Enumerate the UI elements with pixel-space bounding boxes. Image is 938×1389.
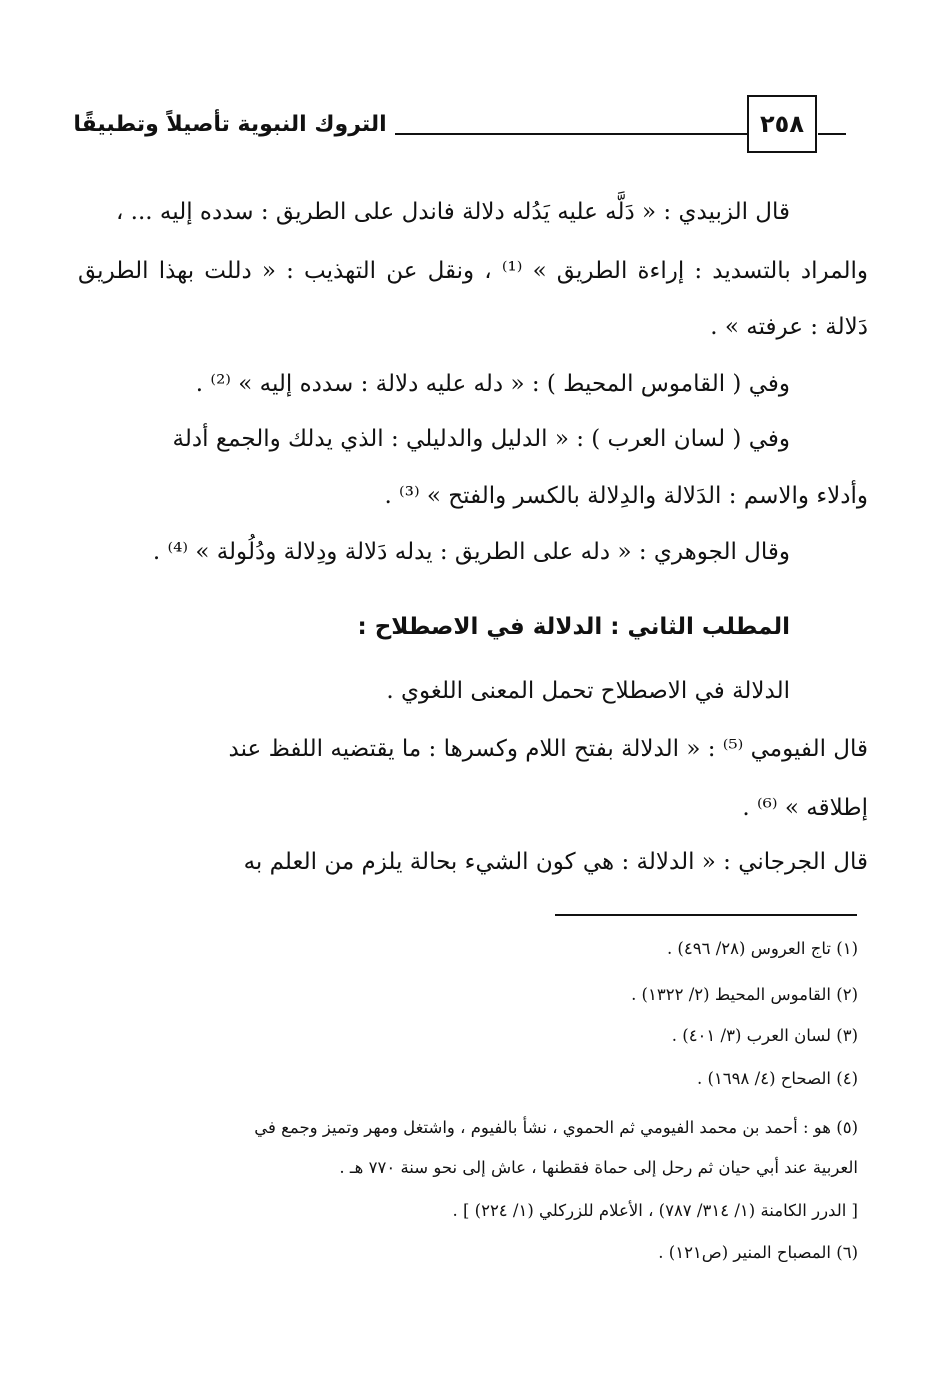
body-line: قال الفيومي ⁽⁵⁾ : « الدلالة بفتح اللام وكسرها : ما يقتضيه اللفظ عند <box>228 736 868 762</box>
body-line: قال الزبيدي : « دَلَّه عليه يَدُله دلالة فاندل على الطريق : سدده إليه ... ، <box>115 199 790 225</box>
page-number: ٢٥٨ <box>747 95 817 153</box>
footnote: [ الدرر الكامنة (١/ ٣١٤/ ٧٨٧) ، الأعلام للزركلي (١/ ٢٢٤) ] . <box>452 1201 858 1220</box>
footnote: (٢) القاموس المحيط (٢/ ١٣٢٢) . <box>631 985 858 1004</box>
footnote: (٣) لسان العرب (٣/ ٤٠١) . <box>671 1026 858 1045</box>
body-line: قال الجرجاني : « الدلالة : هي كون الشيء بحالة يلزم من العلم به <box>243 849 868 875</box>
footnote: العربية عند أبي حيان ثم رحل إلى حماة فقطنها ، عاش إلى نحو سنة ٧٧٠ هـ . <box>339 1158 858 1177</box>
header-rule-right <box>818 133 846 135</box>
footnote: (٤) الصحاح (٤/ ١٦٩٨) . <box>696 1069 858 1088</box>
footnote: (١) تاج العروس (٢٨/ ٤٩٦) . <box>666 939 858 958</box>
footnote: (٦) المصباح المنير (ص١٢١) . <box>658 1243 858 1262</box>
header-rule-left <box>395 133 747 135</box>
body-line: وفي ( القاموس المحيط ) : « دله عليه دلالة : سدده إليه » ⁽²⁾ . <box>195 371 790 397</box>
body-line: إطلاقه » ⁽⁶⁾ . <box>742 795 868 821</box>
body-line: وقال الجوهري : « دله على الطريق : يدله دَلالة ودِلالة ودُلُولة » ⁽⁴⁾ . <box>152 539 790 565</box>
body-line: دَلالة : عرفته » . <box>710 314 868 340</box>
body-line: الدلالة في الاصطلاح تحمل المعنى اللغوي . <box>386 678 790 704</box>
body-line: وفي ( لسان العرب ) : « الدليل والدليلي : الذي يدلك والجمع أدلة <box>172 426 790 452</box>
running-title: التروك النبوية تأصيلاً وتطبيقًا <box>73 112 387 137</box>
body-line: والمراد بالتسديد : إراءة الطريق » ⁽¹⁾ ، ونقل عن التهذيب : « دللت بهذا الطريق <box>78 258 868 284</box>
body-line: وأدلاء والاسم : الدَلالة والدِلالة بالكسر والفتح » ⁽³⁾ . <box>384 483 868 509</box>
section-heading: المطلب الثاني : الدلالة في الاصطلاح : <box>357 614 790 640</box>
footnote-separator <box>555 914 857 916</box>
footnote: (٥) هو : أحمد بن محمد الفيومي ثم الحموي ، نشأ بالفيوم ، واشتغل ومهر وتميز وجمع في <box>254 1118 858 1137</box>
